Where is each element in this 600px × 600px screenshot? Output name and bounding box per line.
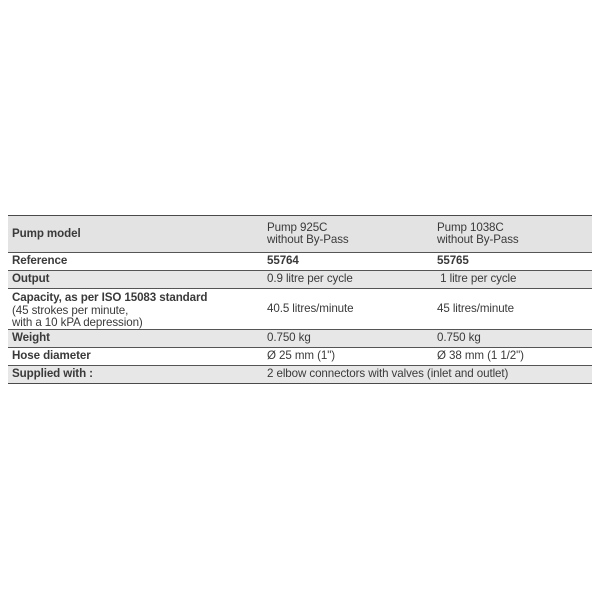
header-pump-1038c-subtitle: without By-Pass: [437, 233, 519, 246]
weight-925c: 0.750 kg: [267, 331, 311, 345]
capacity-label-line1: Capacity, as per ISO 15083 standard: [12, 291, 208, 304]
reference-1038c: 55765: [437, 254, 469, 268]
capacity-1038c: 45 litres/minute: [437, 301, 515, 315]
header-pump-1038c-title: Pump 1038C: [437, 220, 504, 234]
reference-925c: 55764: [267, 254, 299, 268]
header-label: Pump model: [12, 226, 81, 240]
supplied-with-value: 2 elbow connectors with valves (inlet and outlet): [267, 367, 509, 381]
header-pump-925c-title: Pump 925C: [267, 220, 328, 234]
capacity-label-line2: (45 strokes per minute,: [12, 303, 129, 317]
table-row-reference: [8, 253, 592, 271]
output-1038c: 1 litre per cycle: [437, 272, 517, 286]
pump-spec-table: [8, 215, 592, 384]
hose-diameter-925c: Ø 25 mm (1"): [267, 349, 335, 363]
capacity-925c: 40.5 litres/minute: [267, 301, 354, 315]
output-925c: 0.9 litre per cycle: [267, 272, 353, 286]
weight-1038c: 0.750 kg: [437, 331, 481, 345]
capacity-label-line3: with a 10 kPA depression): [12, 316, 143, 329]
table-row-output: [8, 271, 592, 289]
row-label: Reference: [12, 254, 68, 268]
table-row-supplied-with: [8, 366, 592, 383]
header-pump-925c: [265, 222, 435, 247]
row-label: Output: [12, 272, 50, 286]
row-label: Supplied with :: [12, 367, 93, 381]
table-row-weight: [8, 330, 592, 348]
table-header-row: [8, 216, 592, 253]
header-pump-1038c: [435, 222, 592, 247]
header-pump-925c-subtitle: without By-Pass: [267, 233, 349, 246]
table-row-capacity: [8, 289, 592, 330]
hose-diameter-1038c: Ø 38 mm (1 1/2"): [437, 349, 524, 363]
row-label-capacity: [8, 289, 265, 329]
row-label: Hose diameter: [12, 349, 91, 363]
table-row-hose-diameter: [8, 348, 592, 366]
row-label: Weight: [12, 331, 50, 345]
